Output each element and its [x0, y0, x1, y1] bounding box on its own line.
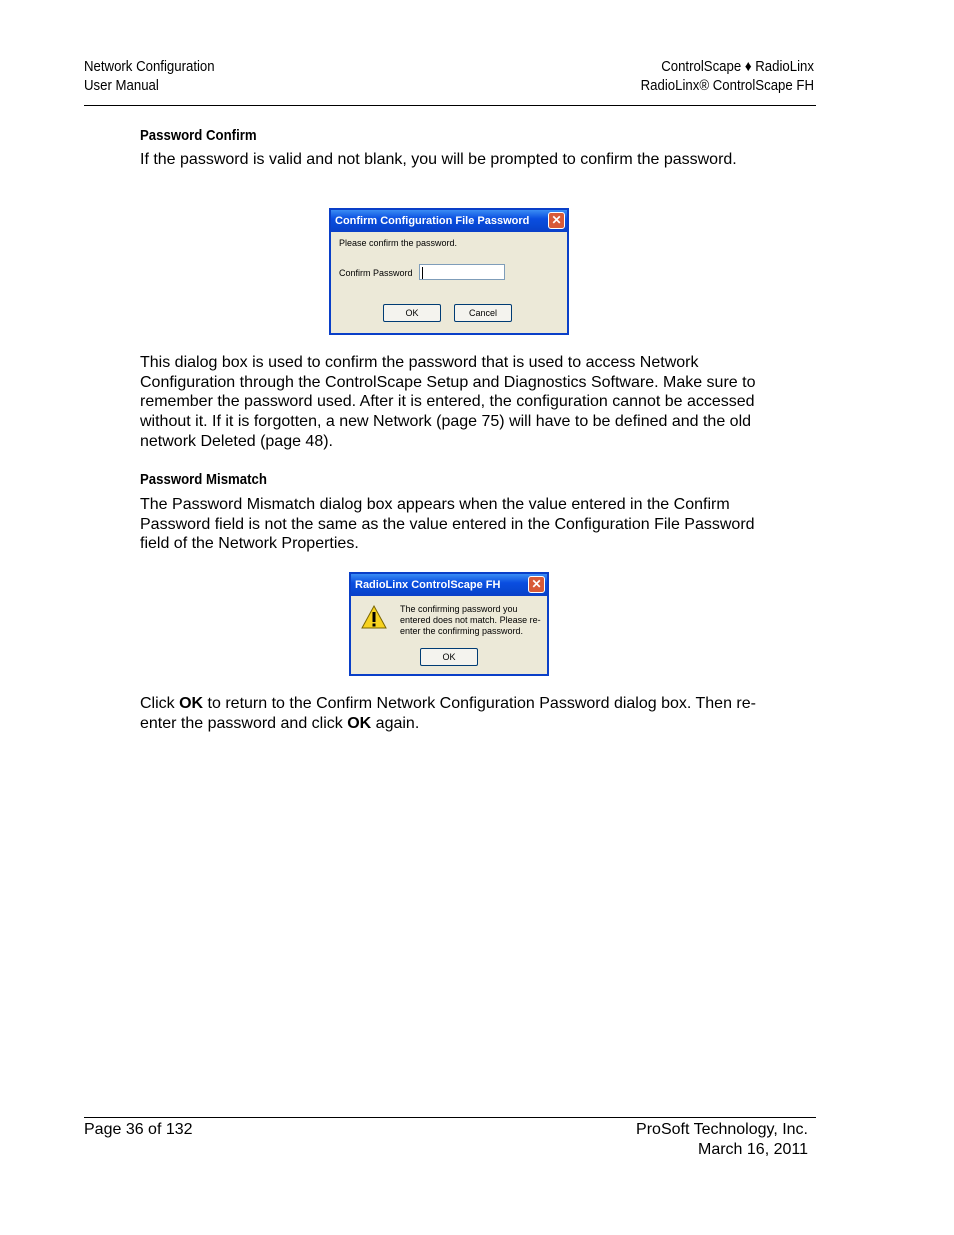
text-caret	[422, 267, 423, 279]
footer-divider	[84, 1117, 816, 1118]
paragraph-intro: If the password is valid and not blank, you will be prompted to confirm the password.	[140, 151, 737, 168]
ok-button[interactable]: OK	[420, 648, 478, 666]
header-section-title: Network Configuration	[84, 58, 215, 75]
footer-company: ProSoft Technology, Inc.	[636, 1121, 808, 1138]
confirm-password-label: Confirm Password	[339, 268, 413, 278]
paragraph-confirm-explanation: This dialog box is used to confirm the password that is used to access Network Configuration through the ControlScape Setup and Diagnostics Software. Make sure to remember the password used. After it is entered, the configuration cannot be accessed without it. If it is forgotten, a new Network (page 75) will have to be defined and the old network Deleted (page 48).	[140, 354, 756, 450]
section-heading-password-mismatch: Password Mismatch	[140, 471, 267, 488]
close-icon[interactable]: ✕	[528, 576, 545, 593]
text-ok-bold: OK	[347, 714, 372, 732]
text-instruction: to return to the Confirm Network Configuration Password dialog box. Then re-enter the password and click	[140, 695, 756, 732]
paragraph-click-ok	[140, 694, 760, 733]
text-ok-bold: OK	[179, 695, 204, 712]
section-heading-password-confirm: Password Confirm	[140, 127, 257, 144]
dialog-title-bar	[331, 210, 567, 232]
header-right	[641, 57, 814, 95]
dialog-title-bar	[351, 574, 547, 596]
confirm-password-dialog	[329, 208, 569, 335]
cancel-button[interactable]: Cancel	[454, 304, 512, 322]
paragraph-mismatch: The Password Mismatch dialog box appears when the value entered in the Confirm Password field is not the same as the value entered in the Configuration File Password field of the Network Properties.	[140, 496, 755, 553]
header-divider	[84, 105, 816, 106]
header-product-line: ControlScape ♦ RadioLinx	[661, 58, 814, 75]
footer-page-number: Page 36 of 132	[84, 1121, 193, 1138]
text-again: again.	[371, 714, 420, 732]
dialog-title: Confirm Configuration File Password	[335, 215, 530, 227]
warning-icon	[361, 604, 387, 630]
dialog-message: The confirming password you entered does not match. Please re-enter the confirming password.	[400, 604, 541, 636]
header-left	[84, 57, 215, 95]
ok-button[interactable]: OK	[383, 304, 441, 322]
header-product-name: RadioLinx® ControlScape FH	[640, 77, 814, 94]
dialog-prompt: Please confirm the password.	[339, 238, 458, 248]
close-icon[interactable]: ✕	[548, 212, 565, 229]
password-mismatch-dialog	[349, 572, 549, 676]
footer-right	[636, 1120, 808, 1160]
header-doc-type: User Manual	[84, 77, 159, 94]
text-click: Click	[140, 695, 180, 712]
footer-date: March 16, 2011	[698, 1141, 808, 1158]
confirm-password-input[interactable]	[419, 264, 505, 280]
dialog-title: RadioLinx ControlScape FH	[355, 579, 501, 591]
